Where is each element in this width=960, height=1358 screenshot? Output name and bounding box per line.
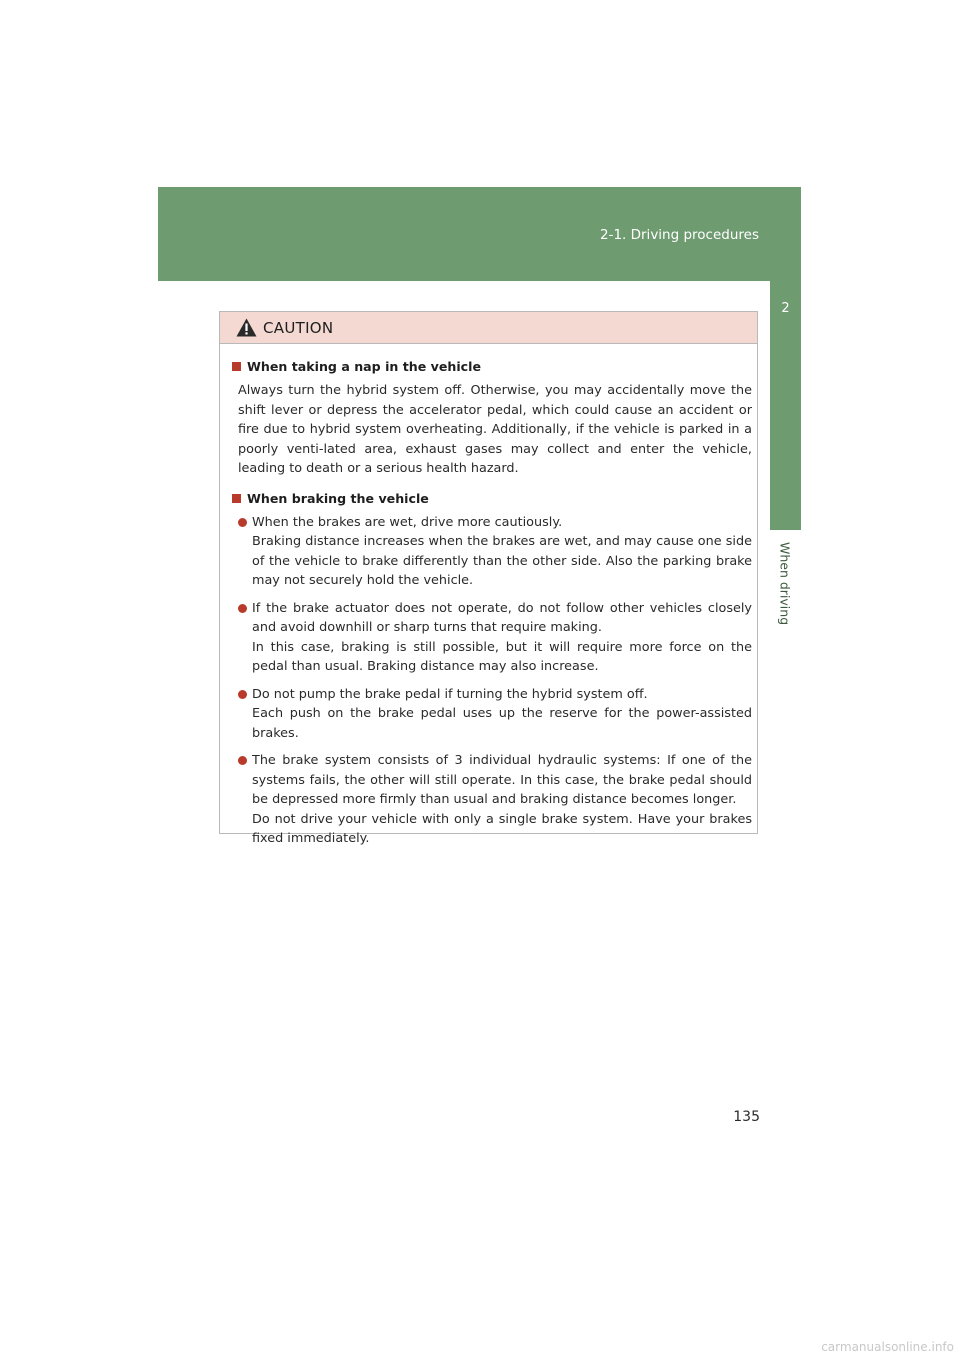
- square-bullet-icon: [232, 494, 241, 503]
- list-item: [238, 599, 752, 677]
- list-item: [238, 685, 752, 744]
- round-bullet-icon: [238, 604, 247, 613]
- section-heading-text: When braking the vehicle: [247, 490, 429, 506]
- caution-title: CAUTION: [263, 318, 334, 337]
- list-item: [238, 513, 752, 591]
- round-bullet-icon: [238, 690, 247, 699]
- caution-box: [219, 311, 758, 846]
- bullet-line: If the brake actuator does not operate, do not follow other vehicles closely and avoid downhill or sharp turns that require making.: [252, 600, 752, 635]
- caution-header: [220, 312, 757, 344]
- chapter-label: When driving: [777, 542, 793, 626]
- section-title: 2-1. Driving procedures: [599, 227, 759, 243]
- bullet-line: When the brakes are wet, drive more cautiously.: [252, 514, 563, 530]
- section-heading: [220, 357, 752, 376]
- bullet-line: In this case, braking is still possible, but it will require more force on the pedal than usual. Braking distance may also increase.: [252, 639, 752, 674]
- section-heading-text: When taking a nap in the vehicle: [247, 359, 482, 374]
- list-item: [238, 751, 752, 849]
- bullet-line: Do not drive your vehicle with only a single brake system. Have your brakes fixed immediately.: [252, 811, 752, 846]
- round-bullet-icon: [238, 756, 247, 765]
- round-bullet-icon: [238, 518, 247, 527]
- bullet-line: Do not pump the brake pedal if turning the hybrid system off.: [252, 686, 648, 702]
- bullet-line: The brake system consists of 3 individual hydraulic systems: If one of the systems fails, the other will still operate. In this case, the brake pedal should be depressed more firmly than usual and braking distance becomes longer.: [252, 753, 752, 807]
- bullet-line: Braking distance increases when the brakes are wet, and may cause one side of the vehicle to brake differently than the other side. Also the parking brake may not securely hold the vehicle.: [252, 534, 752, 588]
- square-bullet-icon: [232, 362, 241, 371]
- section-braking: [220, 489, 752, 849]
- caution-body: [220, 344, 757, 849]
- chapter-label-wrap: [760, 534, 810, 634]
- watermark: carmanualsonline.info: [821, 1340, 954, 1354]
- page-number: 135: [733, 1109, 760, 1125]
- bullet-line: Each push on the brake pedal uses up the reserve for the power-assisted brakes.: [252, 706, 752, 741]
- chapter-tab: [770, 281, 801, 530]
- section-nap: [220, 357, 752, 479]
- header-band: [158, 187, 801, 281]
- section-paragraph: Always turn the hybrid system off. Otherwise, you may accidentally move the shift lever or depress the accelerator pedal, which could cause an accident or fire due to hybrid system overheating. Additionally, if the vehicle is parked in a poorly venti-lated area, exhaust gases may collect and enter the vehicle, leading to death or a serious health hazard.: [238, 383, 752, 476]
- section-heading: [220, 489, 752, 508]
- warning-triangle-icon: [236, 318, 257, 337]
- chapter-number: 2: [781, 301, 790, 316]
